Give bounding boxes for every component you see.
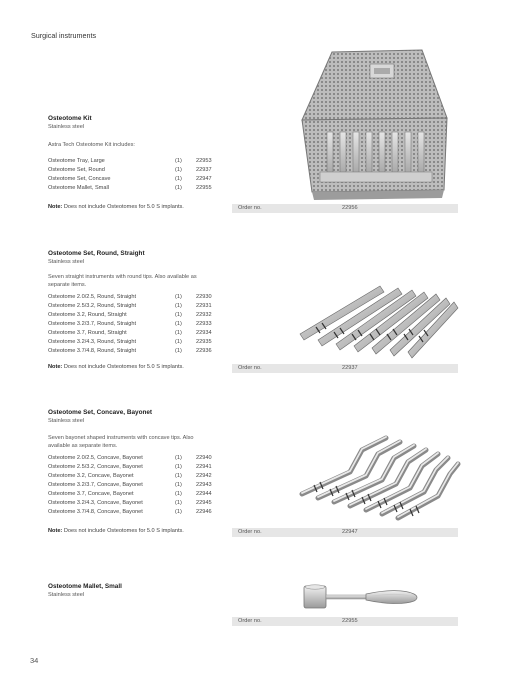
list-item: [48, 302, 228, 311]
item-qty: (1): [175, 348, 182, 354]
item-qty: (1): [175, 500, 182, 506]
order-number: 22947: [342, 529, 358, 535]
product-description: Astra Tech Osteotome Kit includes:: [48, 142, 135, 148]
item-qty: (1): [175, 294, 182, 300]
page-number: 34: [30, 656, 39, 665]
item-name: Osteotome 3.7/4.8, Round, Straight: [48, 348, 136, 354]
product-material: Stainless steel: [48, 418, 85, 424]
item-name: Osteotome 3.2, Concave, Bayonet: [48, 473, 134, 479]
list-item: [48, 454, 228, 463]
list-item: [48, 463, 228, 472]
item-qty: (1): [175, 509, 182, 515]
item-code: 22945: [196, 500, 212, 506]
item-name: Osteotome 2.5/3.2, Concave, Bayonet: [48, 464, 143, 470]
order-label: Order no.: [238, 205, 262, 211]
list-item: [48, 320, 228, 329]
item-code: 22940: [196, 455, 212, 461]
item-qty: (1): [175, 330, 182, 336]
item-code: 22953: [196, 158, 212, 164]
item-code: 22930: [196, 294, 212, 300]
item-code: 22944: [196, 491, 212, 497]
order-number-bar: [232, 617, 458, 626]
item-name: Osteotome 3.2/4.3, Concave, Bayonet: [48, 500, 143, 506]
product-description: Seven straight instruments with round tips. Also available as separate items.: [48, 274, 197, 288]
order-label: Order no.: [238, 529, 262, 535]
item-name: Osteotome Mallet, Small: [48, 185, 109, 191]
note-text: Does not include Osteotomes for 5.0 S implants.: [62, 204, 184, 210]
list-item: [48, 175, 228, 184]
item-qty: (1): [175, 464, 182, 470]
order-label: Order no.: [238, 618, 262, 624]
item-code: 22931: [196, 303, 212, 309]
item-code: 22932: [196, 312, 212, 318]
product-note: [48, 364, 184, 370]
item-qty: (1): [175, 158, 182, 164]
item-code: 22937: [196, 167, 212, 173]
item-name: Osteotome 3.2/3.7, Concave, Bayonet: [48, 482, 143, 488]
item-code: 22947: [196, 176, 212, 182]
item-name: Osteotome 3.2, Round, Straight: [48, 312, 127, 318]
item-name: Osteotome 3.7/4.8, Concave, Bayonet: [48, 509, 143, 515]
item-code: 22946: [196, 509, 212, 515]
item-qty: (1): [175, 473, 182, 479]
order-number: 22937: [342, 365, 358, 371]
note-label: Note:: [48, 204, 63, 210]
item-code: 22935: [196, 339, 212, 345]
product-description: Seven bayonet shaped instruments with concave tips. Also available as separate items.: [48, 435, 194, 449]
item-name: Osteotome 3.7, Round, Straight: [48, 330, 127, 336]
list-item: [48, 481, 228, 490]
item-name: Osteotome 2.0/2.5, Round, Straight: [48, 294, 136, 300]
product-note: [48, 204, 184, 210]
product-title-osteotome-kit: Osteotome Kit: [48, 115, 92, 122]
order-label: Order no.: [238, 365, 262, 371]
list-item: [48, 472, 228, 481]
item-qty: (1): [175, 491, 182, 497]
item-name: Osteotome Set, Round: [48, 167, 105, 173]
order-number-bar: [232, 204, 458, 213]
list-item: [48, 329, 228, 338]
list-item: [48, 293, 228, 302]
item-qty: (1): [175, 339, 182, 345]
list-item: [48, 490, 228, 499]
order-number-bar: [232, 364, 458, 373]
item-code: 22955: [196, 185, 212, 191]
item-code: 22933: [196, 321, 212, 327]
list-item: [48, 508, 228, 517]
osteotome-tray-image: [232, 40, 458, 200]
item-name: Osteotome 3.2/3.7, Round, Straight: [48, 321, 136, 327]
note-label: Note:: [48, 364, 63, 370]
product-material: Stainless steel: [48, 592, 85, 598]
item-qty: (1): [175, 176, 182, 182]
item-name: Osteotome 3.2/4.3, Round, Straight: [48, 339, 136, 345]
order-number: 22955: [342, 618, 358, 624]
osteotome-mallet-image: [300, 582, 420, 612]
list-item: [48, 157, 228, 166]
item-code: 22934: [196, 330, 212, 336]
list-item: [48, 499, 228, 508]
order-number: 22956: [342, 205, 358, 211]
item-name: Osteotome 3.7, Concave, Bayonet: [48, 491, 134, 497]
product-title-round-straight: Osteotome Set, Round, Straight: [48, 250, 145, 257]
item-qty: (1): [175, 303, 182, 309]
product-material: Stainless steel: [48, 124, 85, 130]
item-qty: (1): [175, 167, 182, 173]
osteotome-bayonet-set-image: [290, 432, 462, 524]
item-code: 22936: [196, 348, 212, 354]
order-number-bar: [232, 528, 458, 537]
list-item: [48, 347, 228, 356]
note-text: Does not include Osteotomes for 5.0 S implants.: [62, 528, 184, 534]
product-note: [48, 528, 184, 534]
item-name: Osteotome 2.0/2.5, Concave, Bayonet: [48, 455, 143, 461]
item-qty: (1): [175, 312, 182, 318]
item-code: 22943: [196, 482, 212, 488]
product-title-mallet: Osteotome Mallet, Small: [48, 583, 122, 590]
item-qty: (1): [175, 321, 182, 327]
note-text: Does not include Osteotomes for 5.0 S implants.: [62, 364, 184, 370]
product-title-concave-bayonet: Osteotome Set, Concave, Bayonet: [48, 409, 153, 416]
note-label: Note:: [48, 528, 63, 534]
product-material: Stainless steel: [48, 259, 85, 265]
item-qty: (1): [175, 482, 182, 488]
list-item: [48, 311, 228, 320]
list-item: [48, 166, 228, 175]
item-name: Osteotome Tray, Large: [48, 158, 105, 164]
item-name: Osteotome Set, Concave: [48, 176, 111, 182]
item-code: 22942: [196, 473, 212, 479]
page-header: Surgical instruments: [31, 31, 97, 40]
item-qty: (1): [175, 185, 182, 191]
item-qty: (1): [175, 455, 182, 461]
item-name: Osteotome 2.5/3.2, Round, Straight: [48, 303, 136, 309]
item-code: 22941: [196, 464, 212, 470]
osteotome-straight-set-image: [290, 278, 460, 360]
list-item: [48, 184, 228, 193]
list-item: [48, 338, 228, 347]
